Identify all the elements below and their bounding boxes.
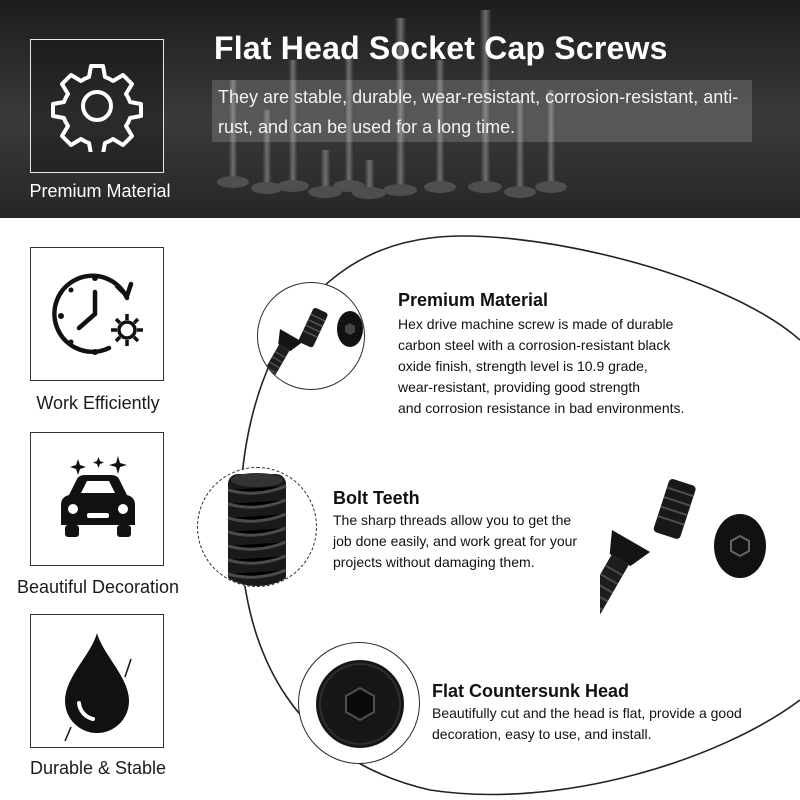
feature-text-line: and corrosion resistance in bad environments.	[398, 400, 685, 416]
premium-material-screws-image	[257, 282, 365, 390]
feature-text-line: wear-resistant, providing good strength	[398, 379, 641, 395]
feature-text-premium-material	[398, 314, 738, 419]
feature-text-bolt-teeth	[333, 510, 633, 573]
feature-text-line: oxide finish, strength level is 10.9 grade,	[398, 358, 648, 374]
feature-text-line: Beautifully cut and the head is flat, provide a good	[432, 705, 742, 721]
bolt-teeth-closeup-image	[197, 467, 317, 587]
feature-text-line: decoration, easy to use, and install.	[432, 726, 652, 742]
feature-title-premium-material: Premium Material	[398, 290, 549, 310]
feature-title-bolt-teeth: Bolt Teeth	[333, 488, 420, 508]
page-title: Flat Head Socket Cap Screws	[214, 30, 668, 66]
flat-countersunk-head-image	[298, 642, 420, 764]
feature-text-line: Hex drive machine screw is made of durable	[398, 316, 674, 332]
feature-text-line: job done easily, and work great for your	[333, 533, 578, 549]
feature-text-flat-countersunk-head	[432, 703, 782, 745]
sidebar-label-work-efficiently: Work Efficiently	[36, 393, 160, 413]
feature-title-flat-countersunk-head: Flat Countersunk Head	[432, 681, 630, 701]
sidebar-label-beautiful-decoration: Beautiful Decoration	[16, 577, 180, 597]
feature-text-line: The sharp threads allow you to get the	[333, 512, 572, 528]
feature-text-line: projects without damaging them.	[333, 554, 535, 570]
feature-text-line: carbon steel with a corrosion-resistant black	[398, 337, 671, 353]
sidebar-label-durable-stable: Durable & Stable	[29, 758, 167, 778]
premium-material-badge-label: Premium Material	[29, 181, 171, 201]
page-subtitle: They are stable, durable, wear-resistant, corrosion-resistant, anti-rust, and can be used for a long time.	[212, 80, 752, 142]
countersunk-screws-image	[600, 470, 780, 620]
